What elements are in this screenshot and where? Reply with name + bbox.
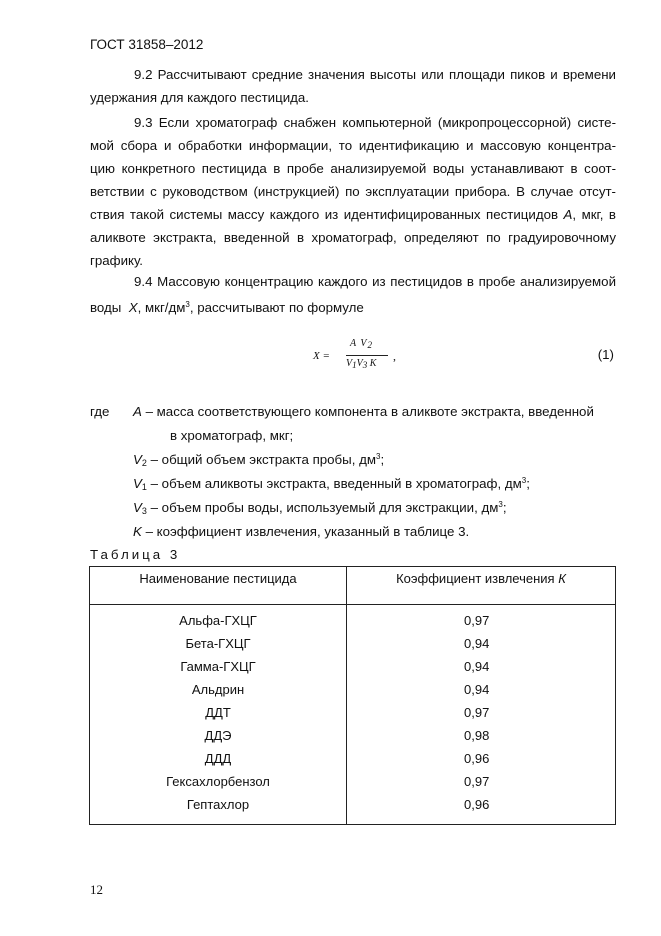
where-item: [133, 476, 530, 492]
table-row: [90, 605, 616, 633]
subscript: 1: [141, 482, 147, 492]
coefficient-cell: 0,98: [347, 724, 616, 747]
variable: V: [133, 500, 142, 515]
formula-text: K: [367, 358, 377, 369]
table-row: [90, 632, 616, 655]
paragraph-line: [90, 203, 616, 226]
superscript: 3: [521, 476, 527, 485]
table-row: [90, 770, 616, 793]
variable: A: [133, 404, 142, 419]
paragraph-line: 9.2 Рассчитывают средние значения высоты или площади пиков и времени: [134, 67, 616, 82]
where-text: – коэффициент извлечения, указанный в таблице 3.: [141, 524, 470, 539]
where-text: – объем аликвоты экстракта, введенный в хроматограф, дм: [146, 476, 522, 491]
where-text: – объем пробы воды, используемый для экстракции, дм: [146, 500, 499, 515]
paragraph-line: мой сбора и обработки информации, то идентификацию и массовую концентра-: [90, 138, 616, 153]
table-3: [89, 566, 616, 825]
variable-k: К: [558, 571, 566, 586]
where-item: [133, 404, 594, 419]
coefficient-cell: 0,96: [347, 793, 616, 825]
document-header: ГОСТ 31858–2012: [90, 37, 204, 52]
superscript: 3: [498, 500, 503, 509]
formula-denominator: [346, 358, 376, 370]
formula-numerator: [350, 338, 373, 350]
variable: V: [133, 476, 142, 491]
paragraph-text: ствия такой системы массу каждого из идентифицированных пестицидов: [90, 207, 559, 222]
pesticide-name-cell: Гамма-ГХЦГ: [90, 655, 347, 678]
where-label: где: [90, 404, 110, 419]
pesticide-name-cell: Альфа-ГХЦГ: [90, 605, 347, 633]
where-item-continuation: в хроматограф, мкг;: [170, 428, 294, 443]
page-number: 12: [90, 882, 103, 897]
variable: K: [133, 524, 142, 539]
coefficient-cell: 0,94: [347, 655, 616, 678]
coefficient-cell: 0,97: [347, 701, 616, 724]
where-item: [133, 452, 384, 468]
where-text: ;: [526, 476, 530, 491]
paragraph-line: [90, 293, 616, 316]
subscript: 3: [362, 360, 368, 370]
formula-lhs: X =: [313, 350, 330, 362]
coefficient-cell: 0,94: [347, 678, 616, 701]
paragraph-9-2: [90, 63, 616, 109]
coefficient-cell: 0,94: [347, 632, 616, 655]
where-text: ;: [380, 452, 385, 467]
paragraph-text: , мкг/дм: [137, 300, 186, 315]
coefficient-cell: 0,97: [347, 605, 616, 633]
pesticide-name-cell: Альдрин: [90, 678, 347, 701]
paragraph-line: аликвоте экстракта, введенной в хроматограф, определяют по градуировочному: [90, 230, 616, 245]
superscript: 3: [185, 300, 190, 309]
formula-text: V: [346, 358, 353, 369]
pesticide-name-cell: Гексахлорбензол: [90, 770, 347, 793]
where-item: [133, 500, 507, 516]
paragraph-line: 9.4 Массовую концентрацию каждого из пестицидов в пробе анализируемой: [134, 274, 616, 289]
variable-a: А: [563, 207, 573, 222]
paragraph-line: ветствии с руководством (инструкцией) по эксплуатации прибора. В случае отсут-: [90, 184, 616, 199]
paragraph-line: 9.3 Если хроматограф снабжен компьютерной (микропроцессорной) систе-: [134, 115, 616, 130]
subscript: 2: [367, 340, 374, 350]
subscript: 1: [352, 360, 357, 370]
paragraph-text: , мкг, в: [572, 207, 616, 222]
table-row: [90, 747, 616, 770]
paragraph-text: воды: [90, 300, 122, 315]
where-item: [133, 524, 469, 539]
superscript: 3: [376, 452, 381, 461]
paragraph-line: графику.: [90, 253, 143, 268]
pesticide-name-cell: ДДД: [90, 747, 347, 770]
subscript: 3: [141, 506, 147, 516]
pesticide-name-cell: ДДТ: [90, 701, 347, 724]
table-row: [90, 701, 616, 724]
header-text: Коэффициент извлечения: [396, 571, 555, 586]
paragraph-9-4: [90, 270, 616, 316]
paragraph-text: , рассчитывают по формуле: [189, 300, 364, 315]
formula-text: A V: [350, 338, 368, 349]
table-row: [90, 793, 616, 825]
pesticide-name-cell: ДДЭ: [90, 724, 347, 747]
column-header-coefficient: [347, 567, 616, 605]
variable-x: X: [128, 300, 138, 315]
table-caption: Таблица 3: [90, 547, 181, 562]
pesticide-name-cell: Гептахлор: [90, 793, 347, 825]
formula-comma: ,: [393, 349, 396, 363]
where-text: – масса соответствующего компонента в аликвоте экстракта, введенной: [141, 404, 594, 419]
formula-text: V: [356, 358, 363, 369]
variable: V: [133, 452, 142, 467]
pesticide-name-cell: Бета-ГХЦГ: [90, 632, 347, 655]
coefficient-cell: 0,96: [347, 747, 616, 770]
formula: [310, 336, 400, 382]
where-text: ;: [502, 500, 507, 515]
fraction-bar: [346, 355, 388, 356]
table-row: [90, 724, 616, 747]
table-row: [90, 678, 616, 701]
table-row: [90, 655, 616, 678]
subscript: 2: [141, 458, 147, 468]
formula-number: (1): [597, 347, 614, 362]
column-header-pesticide: Наименование пестицида: [90, 567, 347, 605]
paragraph-9-3: [90, 111, 616, 272]
table-header-row: [90, 567, 616, 605]
where-text: – общий объем экстракта пробы, дм: [146, 452, 377, 467]
paragraph-line: цию конкретного пестицида в пробе анализируемой воды устанавливают в соот-: [90, 161, 616, 176]
paragraph-line: удержания для каждого пестицида.: [90, 90, 309, 105]
coefficient-cell: 0,97: [347, 770, 616, 793]
